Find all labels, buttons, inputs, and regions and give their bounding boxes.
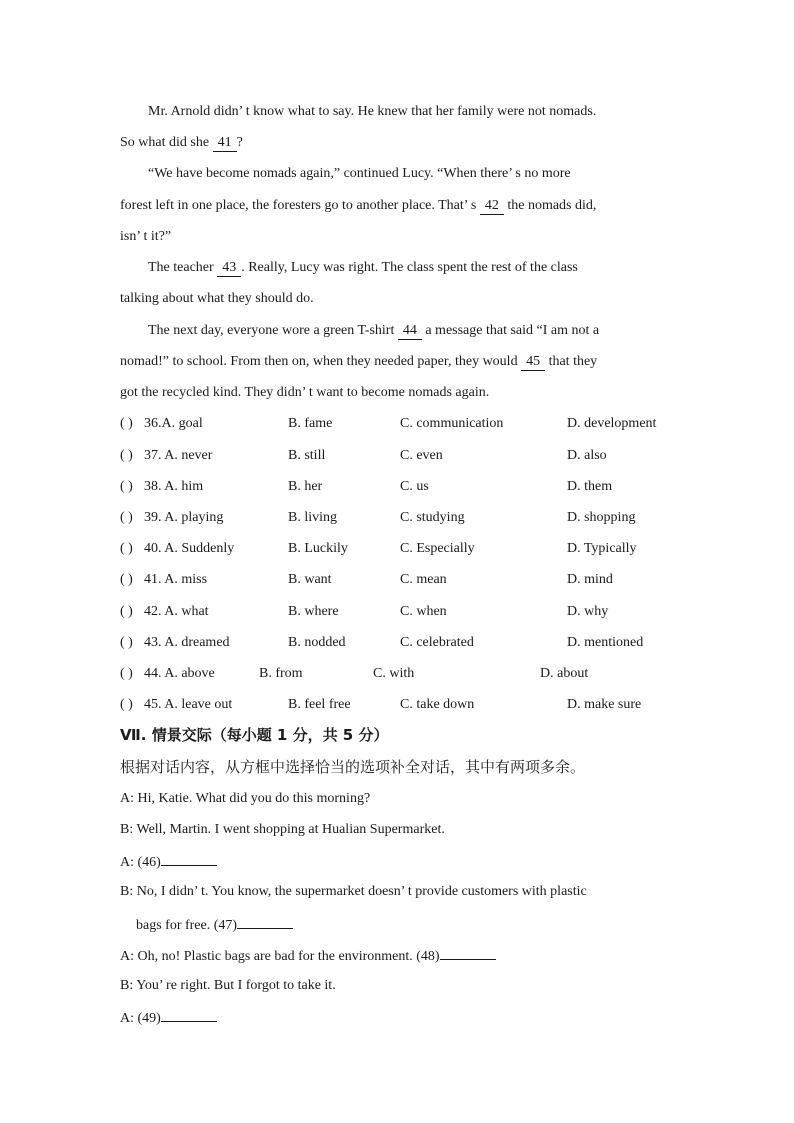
blank-44: 44: [398, 322, 422, 340]
answer-paren: ( ): [120, 604, 133, 619]
option-a: 43. A. dreamed: [144, 635, 230, 650]
question-row: [120, 664, 680, 684]
option-a: 36.A. goal: [144, 416, 203, 431]
passage-text: The next day, everyone wore a green T-shirt: [148, 323, 398, 338]
option-c: C. with: [373, 666, 415, 681]
answer-paren: ( ): [120, 697, 133, 712]
option-d: D. make sure: [567, 697, 642, 712]
answer-paren: ( ): [120, 541, 133, 556]
passage-line: talking about what they should do.: [120, 291, 314, 306]
option-d: D. them: [567, 479, 613, 494]
dialogue-line: [136, 914, 293, 936]
option-c: C. communication: [400, 416, 504, 431]
dialogue-line: B: Well, Martin. I went shopping at Hualian Supermarket.: [120, 822, 445, 837]
option-c: C. studying: [400, 510, 465, 525]
question-row: [120, 477, 680, 497]
passage-line: “We have become nomads again,” continued Lucy. “When there’ s no more: [148, 166, 571, 181]
passage-text: So what did she: [120, 135, 213, 150]
option-c: C. celebrated: [400, 635, 474, 650]
dialogue-text: A: (49): [120, 1011, 161, 1026]
passage-line: [120, 196, 596, 216]
option-d: D. why: [567, 604, 609, 619]
option-b: B. from: [259, 666, 303, 681]
question-row: [120, 602, 680, 622]
passage-text: The teacher: [148, 260, 218, 275]
passage-text: . Really, Lucy was right. The class spent the rest of the class: [241, 260, 578, 275]
question-row: [120, 508, 680, 528]
passage-line: [148, 321, 599, 341]
answer-blank-47: [237, 914, 293, 929]
option-d: D. also: [567, 448, 607, 463]
answer-paren: ( ): [120, 635, 133, 650]
passage-text: nomad!” to school. From then on, when they needed paper, they would: [120, 354, 522, 369]
passage-line: got the recycled kind. They didn’ t want to become nomads again.: [120, 385, 490, 400]
passage-text: the nomads did,: [503, 198, 597, 213]
answer-blank-49: [161, 1007, 217, 1022]
option-b: B. nodded: [288, 635, 346, 650]
blank-41: 41: [213, 134, 237, 152]
option-d: D. about: [540, 666, 589, 681]
answer-blank-46: [161, 851, 217, 866]
option-c: C. even: [400, 448, 443, 463]
blank-42: 42: [480, 197, 504, 215]
dialogue-line: B: You’ re right. But I forgot to take it.: [120, 978, 336, 993]
option-d: D. mind: [567, 572, 613, 587]
passage-line: [120, 133, 243, 153]
option-a: 44. A. above: [144, 666, 215, 681]
passage-line: [120, 352, 597, 372]
passage-text: forest left in one place, the foresters go to another place. That’ s: [120, 198, 480, 213]
option-b: B. living: [288, 510, 338, 525]
option-a: 45. A. leave out: [144, 697, 233, 712]
dialogue-line: [120, 1007, 217, 1029]
dialogue-text: A: Oh, no! Plastic bags are bad for the environment. (48): [120, 949, 440, 964]
answer-paren: ( ): [120, 479, 133, 494]
passage-line: isn’ t it?”: [120, 229, 172, 244]
section-title: Ⅶ. 情景交际（每小题 1 分，共 5 分）: [120, 726, 389, 744]
option-c: C. mean: [400, 572, 447, 587]
option-b: B. feel free: [288, 697, 351, 712]
question-row: [120, 446, 680, 466]
option-b: B. fame: [288, 416, 333, 431]
option-d: D. shopping: [567, 510, 636, 525]
option-c: C. Especially: [400, 541, 475, 556]
question-row: [120, 570, 680, 590]
answer-paren: ( ): [120, 510, 133, 525]
dialogue-text: bags for free. (47): [136, 918, 238, 933]
dialogue-line: [120, 851, 217, 873]
option-c: C. us: [400, 479, 429, 494]
blank-43: 43: [217, 259, 241, 277]
option-a: 39. A. playing: [144, 510, 224, 525]
passage-line: [148, 258, 578, 278]
option-b: B. Luckily: [288, 541, 348, 556]
dialogue-line: A: Hi, Katie. What did you do this morning?: [120, 791, 371, 806]
dialogue-line: [120, 945, 496, 967]
question-row: [120, 695, 680, 715]
passage-text: ?: [236, 135, 243, 150]
option-b: B. her: [288, 479, 323, 494]
question-row: [120, 539, 680, 559]
passage-text: a message that said “I am not a: [421, 323, 600, 338]
question-row: [120, 633, 680, 653]
option-b: B. still: [288, 448, 326, 463]
option-d: D. Typically: [567, 541, 637, 556]
passage-line: Mr. Arnold didn’ t know what to say. He knew that her family were not nomads.: [148, 104, 597, 119]
blank-45: 45: [521, 353, 545, 371]
question-row: [120, 414, 680, 434]
option-a: 38. A. him: [144, 479, 204, 494]
option-b: B. where: [288, 604, 339, 619]
answer-paren: ( ): [120, 448, 133, 463]
section-instruction: 根据对话内容，从方框中选择恰当的选项补全对话，其中有两项多余。: [120, 758, 586, 776]
passage-text: that they: [545, 354, 598, 369]
answer-blank-48: [440, 945, 496, 960]
option-d: D. development: [567, 416, 657, 431]
option-c: C. take down: [400, 697, 475, 712]
option-a: 41. A. miss: [144, 572, 208, 587]
option-c: C. when: [400, 604, 447, 619]
option-b: B. want: [288, 572, 332, 587]
option-a: 37. A. never: [144, 448, 213, 463]
option-d: D. mentioned: [567, 635, 644, 650]
answer-paren: ( ): [120, 416, 133, 431]
dialogue-text: A: (46): [120, 855, 161, 870]
option-a: 40. A. Suddenly: [144, 541, 235, 556]
dialogue-line: B: No, I didn’ t. You know, the supermarket doesn’ t provide customers with plastic: [120, 884, 587, 899]
option-a: 42. A. what: [144, 604, 209, 619]
answer-paren: ( ): [120, 572, 133, 587]
answer-paren: ( ): [120, 666, 133, 681]
